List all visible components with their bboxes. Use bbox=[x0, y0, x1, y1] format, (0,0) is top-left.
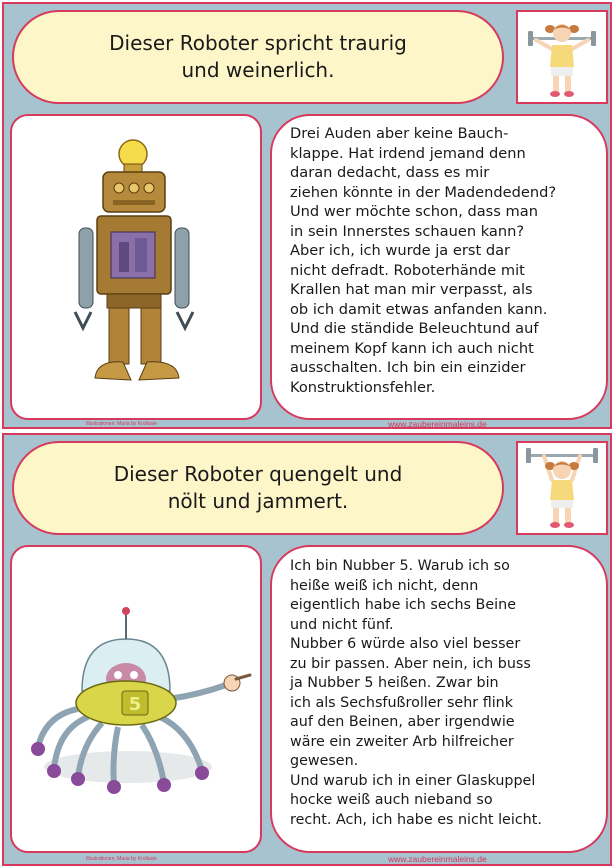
text-line: meinem Kopf kann ich auch nicht bbox=[290, 339, 534, 357]
text-line: Und wer möchte schon, dass man bbox=[290, 203, 538, 220]
text-line: recht. Ach, ich habe es nicht leicht. bbox=[290, 811, 542, 828]
spider-robot-icon bbox=[18, 599, 254, 799]
text-line: Ich bin Nubber 5. Warub ich so bbox=[290, 558, 510, 574]
text-line: und nicht fünf. bbox=[290, 616, 394, 633]
text-line: eigentlich habe ich sechs Beine bbox=[290, 597, 516, 613]
text-line: ausschalten. Ich bin ein einzider bbox=[290, 359, 526, 376]
text-line: in sein Innerstes schauen kann? bbox=[290, 222, 525, 240]
title-line: und weinerlich. bbox=[181, 58, 335, 82]
text-line: ich als Sechsfußroller sehr flink bbox=[290, 694, 514, 711]
robot-card-whiny bbox=[2, 433, 612, 866]
robot-description bbox=[270, 114, 608, 420]
robot-description bbox=[270, 545, 608, 853]
title-line: nölt und jammert. bbox=[167, 489, 349, 513]
text-line: nicht defradt. Roboterhände mit bbox=[290, 261, 525, 279]
robot-number: 5 bbox=[128, 694, 142, 715]
text-line: auf den Beinen, aber irgendwie bbox=[290, 714, 515, 730]
robot-card-sad bbox=[2, 2, 612, 429]
text-line: ziehen könnte in der Madendedend? bbox=[290, 183, 557, 201]
text-line: Und die ständide Beleuchtund auf bbox=[290, 320, 539, 337]
title-line: Dieser Roboter quengelt und bbox=[113, 462, 403, 486]
illustration-credit: Illustrationen: Maria by Krollusie bbox=[86, 421, 157, 427]
text-line: daran dedacht, dass es mir bbox=[290, 164, 490, 181]
text-line: Krallen hat man mir verpasst, als bbox=[290, 281, 533, 298]
robot-illustration-box bbox=[10, 545, 262, 853]
text-line: ob ich damit etwas anfanden kann. bbox=[290, 300, 548, 318]
text-line: Drei Auden aber keine Bauch- bbox=[290, 125, 509, 142]
text-line: wäre ein zweiter Arb hilfreicher bbox=[290, 733, 514, 750]
title-line: Dieser Roboter spricht traurig bbox=[109, 31, 407, 55]
gold-robot-icon bbox=[61, 132, 211, 402]
card-title bbox=[12, 441, 504, 535]
card-title bbox=[12, 10, 504, 104]
text-line: ja Nubber 5 heißen. Zwar bin bbox=[290, 675, 499, 691]
girl-exercise-illustration bbox=[516, 10, 608, 104]
girl-exercise-illustration bbox=[516, 441, 608, 535]
text-line: Konstruktionsfehler. bbox=[290, 378, 436, 396]
website-url: www.zaubereinmaleins.de bbox=[388, 854, 487, 864]
text-line: heiße weiß ich nicht, denn bbox=[290, 577, 479, 594]
text-line: Nubber 6 würde also viel besser bbox=[290, 636, 521, 652]
website-url: www.zaubereinmaleins.de bbox=[388, 419, 487, 429]
text-line: klappe. Hat irdend jemand denn bbox=[290, 144, 526, 162]
girl-lifting-icon bbox=[522, 15, 602, 99]
girl-lifting-overhead-icon bbox=[522, 446, 602, 530]
text-line: zu bir passen. Aber nein, ich buss bbox=[290, 655, 531, 672]
text-line: Aber ich, ich wurde ja erst dar bbox=[290, 242, 511, 259]
text-line: gewesen. bbox=[290, 753, 359, 769]
robot-illustration-box bbox=[10, 114, 262, 420]
text-line: hocke weiß auch nieband so bbox=[290, 792, 493, 808]
text-line: Und warub ich in einer Glaskuppel bbox=[290, 772, 536, 789]
illustration-credit: Illustrationen: Maria by Krollusie bbox=[86, 856, 157, 862]
